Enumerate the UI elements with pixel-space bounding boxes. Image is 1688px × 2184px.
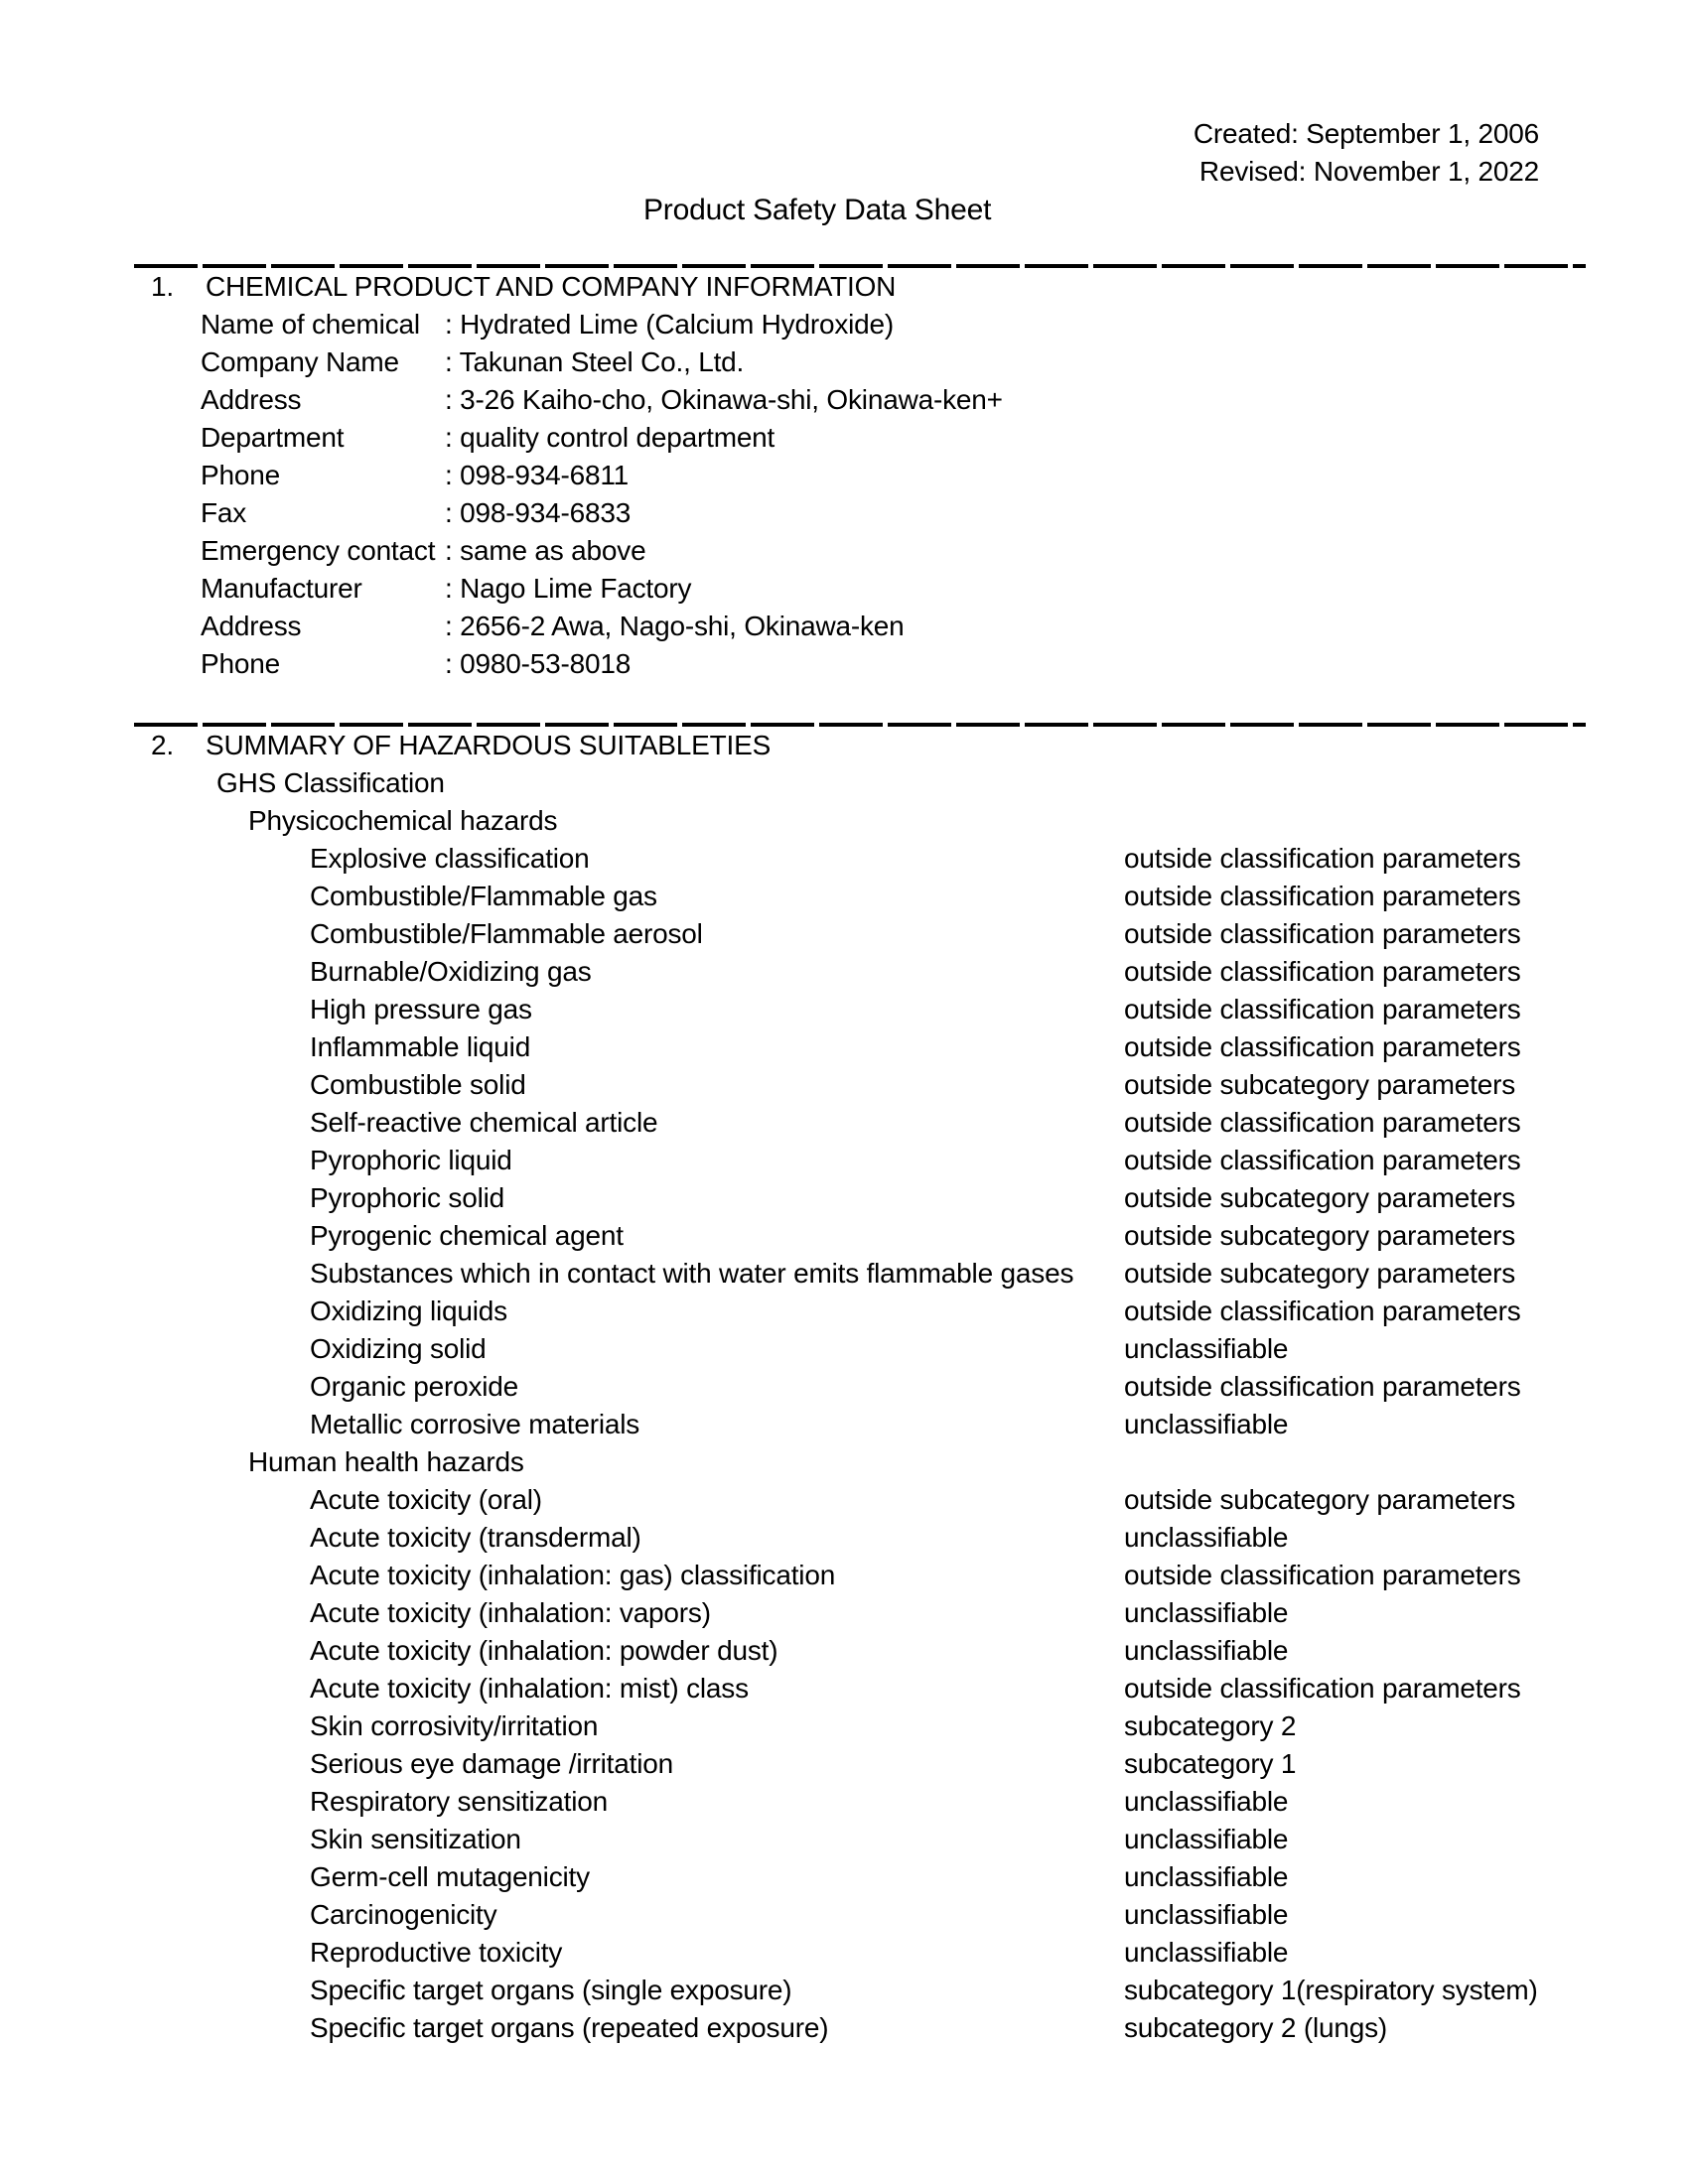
hazard-row-label: Respiratory sensitization (310, 1786, 609, 1817)
hazard-row (310, 1707, 1688, 1745)
hazard-group-heading: Human health hazards (248, 1446, 524, 1477)
hazard-row-label: Oxidizing liquids (310, 1296, 507, 1326)
hazard-row-value: subcategory 1(respiratory system) (1124, 1975, 1538, 2005)
hazard-row-label: Organic peroxide (310, 1371, 519, 1402)
hazard-row-value: outside classification parameters (1124, 1031, 1521, 1062)
info-row-label: Fax (201, 497, 247, 528)
hazard-row-value: outside subcategory parameters (1124, 1069, 1515, 1100)
hazard-row-label: Oxidizing solid (310, 1333, 487, 1364)
hazard-row (310, 1066, 1688, 1104)
hazard-row-label: Skin corrosivity/irritation (310, 1710, 599, 1741)
info-row (201, 494, 1688, 532)
hazard-row-label: Self-reactive chemical article (310, 1107, 658, 1138)
hazard-row-value: unclassifiable (1124, 1597, 1289, 1628)
info-row (201, 419, 1688, 457)
hazard-row-label: Acute toxicity (oral) (310, 1484, 542, 1515)
hazard-row-value: outside classification parameters (1124, 994, 1521, 1024)
info-row-value: : 098-934-6811 (445, 460, 630, 490)
hazard-row-value: outside classification parameters (1124, 1296, 1521, 1326)
info-row (201, 457, 1688, 494)
hazard-row (310, 1217, 1688, 1255)
hazard-row (310, 1972, 1688, 2009)
hazard-row-value: subcategory 1 (1124, 1748, 1297, 1779)
hazard-row-value: outside classification parameters (1124, 1673, 1521, 1704)
info-row (201, 570, 1688, 608)
info-row-value: : Hydrated Lime (Calcium Hydroxide) (445, 309, 895, 340)
hazard-row (310, 953, 1688, 991)
hazard-row (310, 1519, 1688, 1557)
hazard-row-label: Inflammable liquid (310, 1031, 531, 1062)
info-row-value: : Nago Lime Factory (445, 573, 692, 604)
hazard-row-label: Germ-cell mutagenicity (310, 1861, 590, 1892)
hazard-row (310, 1934, 1688, 1972)
hazard-row-label: Specific target organs (repeated exposure) (310, 2012, 829, 2043)
hazard-row (310, 1557, 1688, 1594)
hazard-row-label: Metallic corrosive materials (310, 1409, 640, 1439)
info-row-label: Company Name (201, 346, 399, 377)
hazard-row-label: Pyrophoric solid (310, 1182, 504, 1213)
hazard-row-value: unclassifiable (1124, 1522, 1289, 1553)
hazard-group-heading: Physicochemical hazards (248, 805, 558, 836)
hazard-row (310, 1255, 1688, 1293)
hazard-row-value: unclassifiable (1124, 1409, 1289, 1439)
hazard-row-value: outside classification parameters (1124, 843, 1521, 874)
hazard-row (310, 2009, 1688, 2047)
hazard-row-value: subcategory 2 (1124, 1710, 1297, 1741)
hazard-row (310, 1406, 1688, 1443)
info-row-label: Address (201, 384, 302, 415)
section2-number: 2. (151, 730, 174, 760)
page-title: Product Safety Data Sheet (643, 194, 992, 226)
info-row-label: Department (201, 422, 345, 453)
hazard-row (310, 1028, 1688, 1066)
hazard-row-label: Combustible/Flammable gas (310, 881, 657, 911)
hazard-row (310, 1670, 1688, 1707)
hazard-row-label: Substances which in contact with water emits flammable gases (310, 1258, 1074, 1289)
hazard-row-value: unclassifiable (1124, 1824, 1289, 1854)
hazard-row (310, 1104, 1688, 1142)
created-date: Created: September 1, 2006 (1193, 118, 1539, 149)
hazard-row (310, 1858, 1688, 1896)
section1-title: CHEMICAL PRODUCT AND COMPANY INFORMATION (206, 271, 897, 302)
hazard-row-label: Combustible solid (310, 1069, 526, 1100)
hazard-row (310, 1330, 1688, 1368)
info-row (201, 343, 1688, 381)
info-row-label: Manufacturer (201, 573, 362, 604)
info-row-label: Phone (201, 648, 280, 679)
hazard-row (310, 1179, 1688, 1217)
section2-groups (0, 802, 1688, 2047)
info-row-value: : same as above (445, 535, 646, 566)
hazard-row (310, 1783, 1688, 1821)
hazard-row-value: unclassifiable (1124, 1899, 1289, 1930)
section1-number: 1. (151, 271, 174, 302)
hazard-row-label: Burnable/Oxidizing gas (310, 956, 592, 987)
info-row (201, 532, 1688, 570)
hazard-row-label: Acute toxicity (transdermal) (310, 1522, 641, 1553)
hazard-row-value: unclassifiable (1124, 1333, 1289, 1364)
ghs-classification-heading: GHS Classification (216, 767, 445, 798)
hazard-row-label: Acute toxicity (inhalation: mist) class (310, 1673, 749, 1704)
section2-header (151, 727, 1688, 764)
hazard-row-label: Acute toxicity (inhalation: gas) classification (310, 1560, 836, 1590)
hazard-row-label: Explosive classification (310, 843, 590, 874)
info-row (201, 306, 1688, 343)
hazard-row-value: outside classification parameters (1124, 881, 1521, 911)
info-row-value: : 3-26 Kaiho-cho, Okinawa-shi, Okinawa-ken+ (445, 384, 1003, 415)
info-row-label: Address (201, 611, 302, 641)
info-row-label: Name of chemical (201, 309, 420, 340)
hazard-row-label: Combustible/Flammable aerosol (310, 918, 703, 949)
hazard-row (310, 1293, 1688, 1330)
hazard-row-value: outside classification parameters (1124, 1107, 1521, 1138)
section2-title: SUMMARY OF HAZARDOUS SUITABLETIES (206, 730, 772, 760)
info-row (201, 645, 1688, 683)
hazard-row (310, 1821, 1688, 1858)
hazard-row-value: outside classification parameters (1124, 1560, 1521, 1590)
hazard-row-label: Acute toxicity (inhalation: vapors) (310, 1597, 711, 1628)
hazard-row-label: Specific target organs (single exposure) (310, 1975, 792, 2005)
hazard-row-value: outside classification parameters (1124, 1145, 1521, 1175)
hazard-row (310, 915, 1688, 953)
hazard-row-value: unclassifiable (1124, 1635, 1289, 1666)
hazard-row (310, 1896, 1688, 1934)
hazard-row-label: Serious eye damage /irritation (310, 1748, 673, 1779)
hazard-row (310, 1745, 1688, 1783)
info-row-value: : 098-934-6833 (445, 497, 632, 528)
hazard-row-label: High pressure gas (310, 994, 532, 1024)
hazard-row-label: Pyrogenic chemical agent (310, 1220, 624, 1251)
hazard-row-value: unclassifiable (1124, 1786, 1289, 1817)
hazard-row (310, 991, 1688, 1028)
hazard-row-value: outside classification parameters (1124, 1371, 1521, 1402)
info-row-label: Phone (201, 460, 280, 490)
hazard-row-value: outside subcategory parameters (1124, 1182, 1515, 1213)
hazard-row (310, 1594, 1688, 1632)
info-row-value: : Takunan Steel Co., Ltd. (445, 346, 745, 377)
info-row (201, 381, 1688, 419)
section1-header (151, 268, 1688, 306)
hazard-row-label: Reproductive toxicity (310, 1937, 563, 1968)
hazard-row-label: Pyrophoric liquid (310, 1145, 512, 1175)
hazard-row (310, 878, 1688, 915)
hazard-row-value: unclassifiable (1124, 1937, 1289, 1968)
hazard-row-label: Acute toxicity (inhalation: powder dust) (310, 1635, 778, 1666)
hazard-row-value: unclassifiable (1124, 1861, 1289, 1892)
hazard-row (310, 1632, 1688, 1670)
info-row-value: : 0980-53-8018 (445, 648, 632, 679)
hazard-row-value: outside subcategory parameters (1124, 1258, 1515, 1289)
hazard-row-value: outside classification parameters (1124, 918, 1521, 949)
hazard-row (310, 1368, 1688, 1406)
hazard-row (310, 840, 1688, 878)
hazard-row (310, 1481, 1688, 1519)
info-row-value: : 2656-2 Awa, Nago-shi, Okinawa-ken (445, 611, 905, 641)
hazard-row-label: Carcinogenicity (310, 1899, 497, 1930)
info-row-value: : quality control department (445, 422, 775, 453)
hazard-row-value: outside subcategory parameters (1124, 1220, 1515, 1251)
hazard-row-value: outside subcategory parameters (1124, 1484, 1515, 1515)
info-row-label: Emergency contact (201, 535, 436, 566)
hazard-row (310, 1142, 1688, 1179)
section1-rows (0, 306, 1688, 683)
hazard-row-value: outside classification parameters (1124, 956, 1521, 987)
hazard-row-label: Skin sensitization (310, 1824, 521, 1854)
hazard-row-value: subcategory 2 (lungs) (1124, 2012, 1388, 2043)
info-row (201, 608, 1688, 645)
revised-date: Revised: November 1, 2022 (1198, 156, 1539, 187)
